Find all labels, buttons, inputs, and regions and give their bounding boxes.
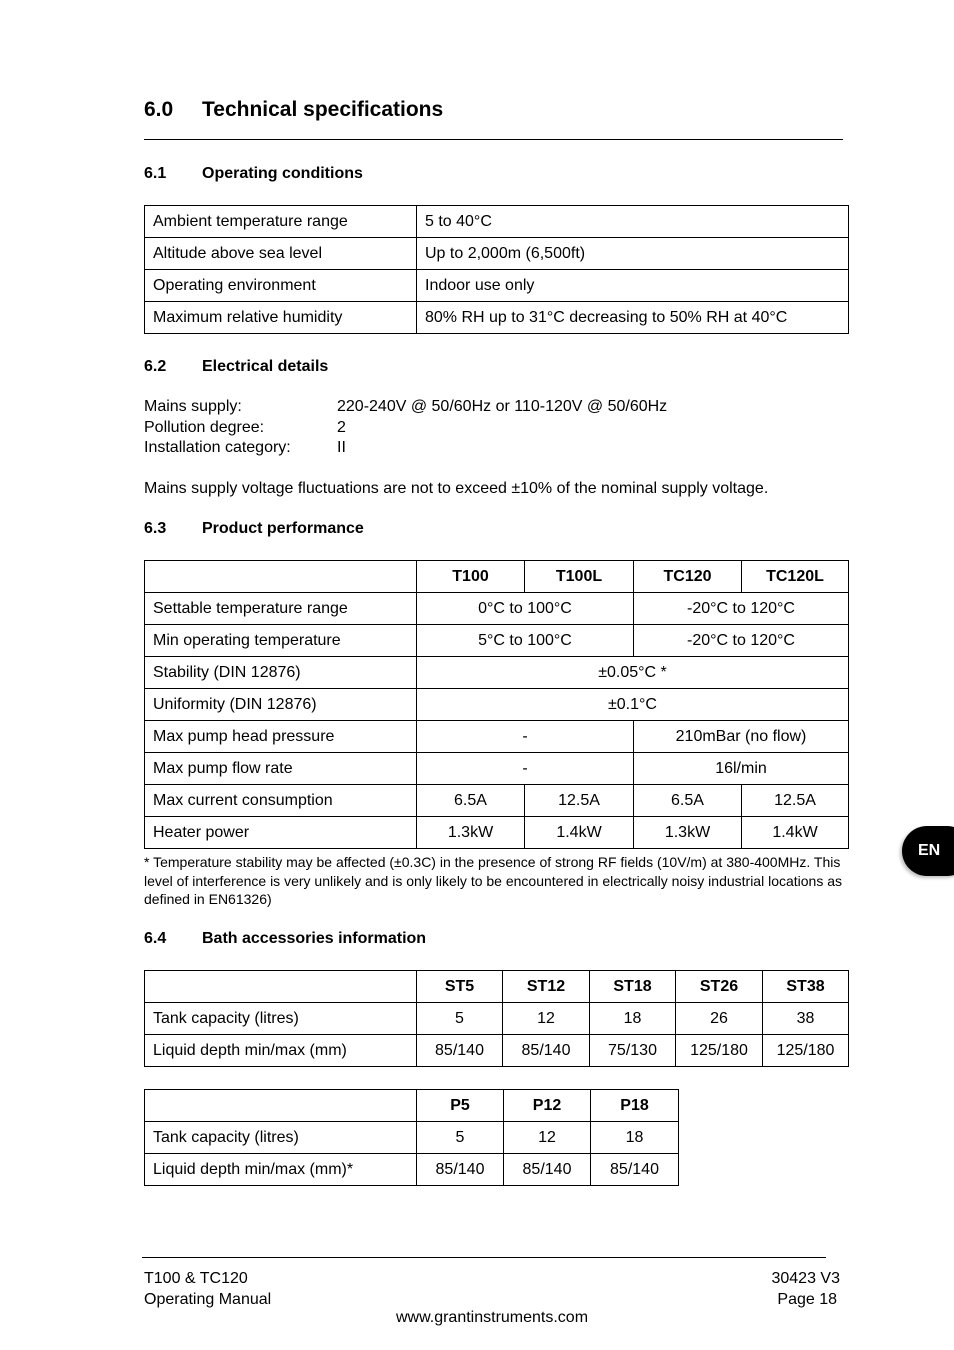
st-accessories-table [144,970,849,1067]
row-label: Liquid depth min/max (mm) [145,1035,417,1067]
list-item [144,418,667,439]
cell: -20°C to 120°C [634,593,849,625]
row-value: 80% RH up to 31°C decreasing to 50% RH at 40°C [417,302,849,334]
row-label: Settable temperature range [145,593,417,625]
performance-table [144,560,849,849]
column-header: P12 [504,1090,591,1122]
table-row [145,625,849,657]
cell: 75/130 [590,1035,676,1067]
table-row [145,785,849,817]
item-label: Installation category: [144,439,291,456]
item-value: II [337,439,346,456]
cell: ±0.1°C [417,689,849,721]
cell: 125/180 [676,1035,763,1067]
column-header: ST38 [763,971,849,1003]
accessories-title: Bath accessories information [202,930,427,947]
cell: 1.3kW [634,817,742,849]
column-header: T100 [417,561,525,593]
performance-heading [144,520,364,538]
row-label: Min operating temperature [145,625,417,657]
column-header: P18 [591,1090,679,1122]
cell: 1.3kW [417,817,525,849]
table-header-row [145,1090,679,1122]
cell: - [417,753,634,785]
section-heading [144,98,443,122]
table-row [145,1003,849,1035]
cell: 85/140 [504,1154,591,1186]
list-item [144,438,667,459]
column-header: ST12 [503,971,590,1003]
table-row [145,689,849,721]
footer-left [144,1268,271,1310]
voltage-note: Mains supply voltage fluctuations are not to exceed ±10% of the nominal supply voltage. [144,480,769,497]
table-row [145,817,849,849]
accessories-heading [144,930,426,948]
row-label: Liquid depth min/max (mm)* [145,1154,417,1186]
cell: 12.5A [525,785,634,817]
cell: 5 [417,1003,503,1035]
footer-doc-ref: 30423 V3 [771,1270,840,1287]
operating-title: Operating conditions [202,165,363,182]
table-row [145,206,849,238]
table-header-row [145,561,849,593]
cell: 38 [763,1003,849,1035]
cell: 0°C to 100°C [417,593,634,625]
list-item [144,397,667,418]
column-header: TC120 [634,561,742,593]
column-header: ST26 [676,971,763,1003]
heading-rule [144,139,843,140]
table-row [145,593,849,625]
electrical-details [144,397,667,459]
table-header-row [145,971,849,1003]
p-accessories-table [144,1089,679,1186]
cell: 6.5A [417,785,525,817]
row-label: Ambient temperature range [145,206,417,238]
row-label: Tank capacity (litres) [145,1122,417,1154]
operating-heading [144,165,363,183]
item-label: Pollution degree: [144,418,265,436]
footer-page-number: Page 18 [777,1291,837,1308]
item-label: Mains supply: [144,398,242,415]
row-label: Max pump flow rate [145,753,417,785]
cell: 5 [417,1122,504,1154]
section-number: 6.0 [144,98,174,121]
cell: 1.4kW [742,817,849,849]
footer-manual: Operating Manual [144,1291,272,1308]
table-row [145,238,849,270]
cell: 6.5A [634,785,742,817]
table-row [145,753,849,785]
cell: 12 [503,1003,590,1035]
row-label: Heater power [145,817,417,849]
electrical-heading [144,358,328,376]
column-header: T100L [525,561,634,593]
row-value: 5 to 40°C [417,206,849,238]
row-label: Operating environment [145,270,417,302]
cell: ±0.05°C * [417,657,849,689]
row-label: Max current consumption [145,785,417,817]
cell: 85/140 [503,1035,590,1067]
cell: 85/140 [591,1154,679,1186]
electrical-number: 6.2 [144,358,167,375]
footer-right [700,1268,840,1310]
cell: -20°C to 120°C [634,625,849,657]
column-header: ST18 [590,971,676,1003]
operating-conditions-table [144,205,849,334]
performance-title: Product performance [202,520,364,537]
cell: 85/140 [417,1154,504,1186]
operating-number: 6.1 [144,165,167,182]
column-header: ST5 [417,971,503,1003]
cell: 18 [590,1003,676,1035]
performance-number: 6.3 [144,520,167,537]
cell: 26 [676,1003,763,1035]
row-label: Max pump head pressure [145,721,417,753]
column-header: P5 [417,1090,504,1122]
cell: 1.4kW [525,817,634,849]
row-label: Tank capacity (litres) [145,1003,417,1035]
empty-header [145,971,417,1003]
row-value: Up to 2,000m (6,500ft) [417,238,849,270]
item-value: 2 [337,418,346,436]
cell: 18 [591,1122,679,1154]
cell: 125/180 [763,1035,849,1067]
empty-header [145,1090,417,1122]
footer-rule [142,1257,826,1258]
row-value: Indoor use only [417,270,849,302]
cell: 12 [504,1122,591,1154]
table-row [145,1154,679,1186]
performance-footnote: * Temperature stability may be affected (±0.3C) in the presence of strong RF fields (10V/m) at 380-400MHz. This level of interference is very unlikely and is only likely to be encountered in electrically noisy industrial locations as defined in EN61326) [144,854,843,907]
footer-url: www.grantinstruments.com [395,1309,589,1326]
cell: 210mBar (no flow) [634,721,849,753]
cell: 85/140 [417,1035,503,1067]
table-row [145,657,849,689]
table-row [145,270,849,302]
cell: 16l/min [634,753,849,785]
column-header: TC120L [742,561,849,593]
row-label: Uniformity (DIN 12876) [145,689,417,721]
section-title: Technical specifications [202,98,444,121]
cell: - [417,721,634,753]
table-row [145,302,849,334]
electrical-title: Electrical details [202,358,329,375]
language-tab-en: EN [902,826,954,876]
row-label: Maximum relative humidity [145,302,417,334]
row-label: Altitude above sea level [145,238,417,270]
table-row [145,721,849,753]
cell: 12.5A [742,785,849,817]
item-value: 220-240V @ 50/60Hz or 110-120V @ 50/60Hz [337,398,668,415]
cell: 5°C to 100°C [417,625,634,657]
footer-product: T100 & TC120 [144,1270,248,1287]
empty-header [145,561,417,593]
accessories-number: 6.4 [144,930,167,947]
row-label: Stability (DIN 12876) [145,657,417,689]
table-row [145,1035,849,1067]
table-row [145,1122,679,1154]
